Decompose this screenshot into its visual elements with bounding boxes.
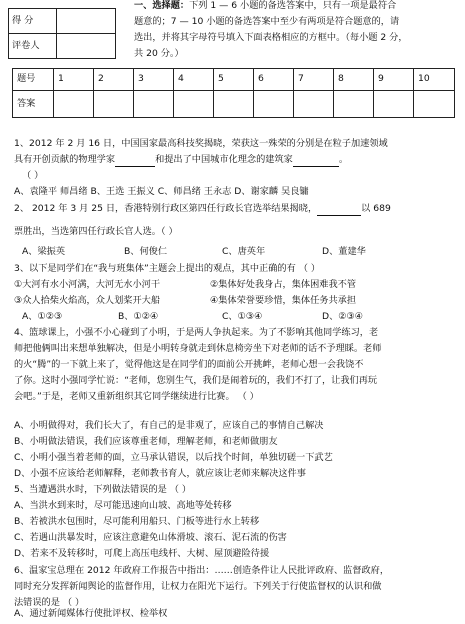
q2-stem-line2: 票胜出，当选第四任行政长官人选。（ ） (14, 226, 178, 237)
answer-cell[interactable] (414, 91, 455, 118)
q1-stem-line2 (14, 155, 348, 167)
q2-option-a: A、梁振英 (22, 246, 66, 257)
answer-cell[interactable] (374, 91, 414, 118)
q5-option-c: C、若遇山洪暴发时，应该注意避免山体滑坡、滚石、泥石流的伤害 (14, 532, 287, 543)
number-cell: 3 (134, 69, 174, 91)
q3-statement-3: ③众人拾柴火焰高，众人划桨开大船 (14, 295, 161, 306)
row-label: 答案 (13, 91, 54, 118)
q3-option-d: D、②③④ (322, 311, 363, 322)
number-row (13, 69, 455, 91)
row-label: 题号 (13, 69, 54, 91)
q5-stem: 5、当遭遇洪水时，下列做法错误的是 （ ） (14, 484, 192, 495)
answer-cell[interactable] (174, 91, 214, 118)
number-cell: 7 (294, 69, 334, 91)
number-cell: 8 (334, 69, 374, 91)
score-label: 得 分 (9, 9, 57, 34)
answer-cell[interactable] (214, 91, 254, 118)
q4-stem-line: 了你。这时小强同学忙说：“老师，您别生气，我们是闹着玩的，我们不打了，让我们再玩 (14, 375, 378, 386)
q5-option-b: B、若被洪水包围时，尽可能利用船只、门板等进行水上转移 (14, 516, 260, 527)
q3-option-b: B、①②④ (118, 311, 159, 322)
number-cell: 10 (414, 69, 455, 91)
q2-blank[interactable] (317, 204, 361, 216)
answer-cell[interactable] (54, 91, 94, 118)
number-cell: 2 (94, 69, 134, 91)
q4-option-a: A、小明做得对，我们长大了，有自己的是非观了，应该自己的事情自己解决 (14, 420, 324, 431)
q1-text: 。 (338, 154, 349, 165)
q6-stem-line: 法错误的是 （ ） (14, 597, 85, 608)
q5-option-d: D、若来不及转移时，可爬上高压电线杆、大树、屋顶避险待援 (14, 548, 270, 559)
q3-statement-4: ④集体荣誉要珍惜，集体任务共承担 (210, 295, 357, 306)
q1-blank-1[interactable] (115, 155, 155, 167)
q2-option-d: D、董建华 (322, 246, 366, 257)
q4-option-c: C、小明小强当着老师的面，立马承认错误，以后找个时间，单独切磋一下武艺 (14, 452, 333, 463)
answer-cell[interactable] (334, 91, 374, 118)
q2-option-c: C、唐英年 (222, 246, 266, 257)
grader-label: 评卷人 (9, 34, 57, 59)
number-cell: 6 (254, 69, 294, 91)
answer-cell[interactable] (294, 91, 334, 118)
number-cell: 5 (214, 69, 254, 91)
q2-text: 以 689 (361, 203, 391, 214)
answer-cell[interactable] (254, 91, 294, 118)
section-line: 共 20 分。） (134, 48, 184, 59)
q4-stem-line: 4、篮球课上，小强不小心碰到了小明，于是两人争执起来。为了不影响其他同学练习，老 (14, 327, 379, 338)
q2-option-b: B、何俊仁 (124, 246, 168, 257)
q4-option-d: D、小强不应该给老师解释，老师教书育人，就应该让老师来解决这件事 (14, 468, 306, 479)
q3-stem: 3、以下是同学们在“我与班集体”主题会上提出的观点，其中正确的有 （ ） (14, 263, 321, 274)
q1-text: 和提出了中国城市化理念的建筑家 (155, 154, 293, 165)
q6-stem-line: 同时充分发挥新闻舆论的监督作用，让权力在阳光下运行。下列关于行使监督权的认识和做 (14, 581, 382, 592)
q3-option-c: C、①③④ (222, 311, 263, 322)
q1-stem-line1: 1、2012 年 2 月 16 日，中国国家最高科技奖揭晓，荣获这一殊荣的分别是在粒子加速领域 (14, 138, 388, 149)
number-cell: 1 (54, 69, 94, 91)
q6-stem-line: 6、温家宝总理在 2012 年政府工作报告中指出：……创造条件让人民批评政府、监督政府， (14, 565, 390, 576)
number-cell: 4 (174, 69, 214, 91)
q6-option-a: A、通过新闻媒体行使批评权、检举权 (14, 608, 168, 619)
q1-options: A、袁隆平 师昌绪 B、王选 王振义 C、师昌绪 王永志 D、谢家麟 吴良镛 (14, 186, 309, 197)
q4-stem-line: 的火“腾”的一下就上来了，觉得他这是在同学们的面前公开挑衅，老师心想一会我饶不 (14, 359, 364, 370)
q3-statement-2: ②集体好处我身占，集体困难我不管 (210, 279, 357, 290)
number-cell: 9 (374, 69, 414, 91)
q3-option-a: A、①②③ (22, 311, 63, 322)
q4-stem-line: 会吧。”于是，老师又重新组织其它同学继续进行比赛。 （ ） (14, 391, 259, 402)
section-instruction-line1 (134, 1, 396, 12)
grader-cell (57, 34, 116, 59)
q4-stem-line: 师把他俩叫出来想单独解决，但是小明转身就走到休息椅旁坐下对老师的话不予理睬。老师 (14, 343, 382, 354)
q4-option-b: B、小明做法错误，我们应该尊重老师，理解老师，和老师做朋友 (14, 436, 278, 447)
section-title: 一、选择题： (134, 0, 190, 11)
score-cell (57, 9, 116, 34)
score-box (8, 8, 116, 59)
q2-text: 2、 2012 年 3 月 25 日，香港特别行政区第四任行政长官选举结果揭晓， (14, 203, 318, 214)
answer-cell[interactable] (134, 91, 174, 118)
answer-row (13, 91, 455, 118)
q3-statement-1: ①大河有水小河满，大河无水小河干 (14, 279, 161, 290)
answer-cell[interactable] (94, 91, 134, 118)
q1-blank-2[interactable] (293, 155, 339, 167)
q2-stem-line1 (14, 204, 391, 216)
q5-option-a: A、当洪水到来时，尽可能迅速向山坡、高地等处转移 (14, 500, 232, 511)
q1-text: 具有开创贡献的物理学家 (14, 154, 116, 165)
q1-answer-paren: （ ） (22, 170, 44, 181)
section-line: 下列 1 — 6 小题的备选答案中，只有一项是最符合 (189, 0, 397, 11)
answer-table (12, 68, 455, 118)
section-line: 题意的；7 — 10 小题的备选答案中至少有两项是符合题意的，请 (134, 16, 400, 27)
section-line: 选出，并将其字母符号填入下面表格相应的方框中。（每小题 2 分， (134, 32, 408, 43)
